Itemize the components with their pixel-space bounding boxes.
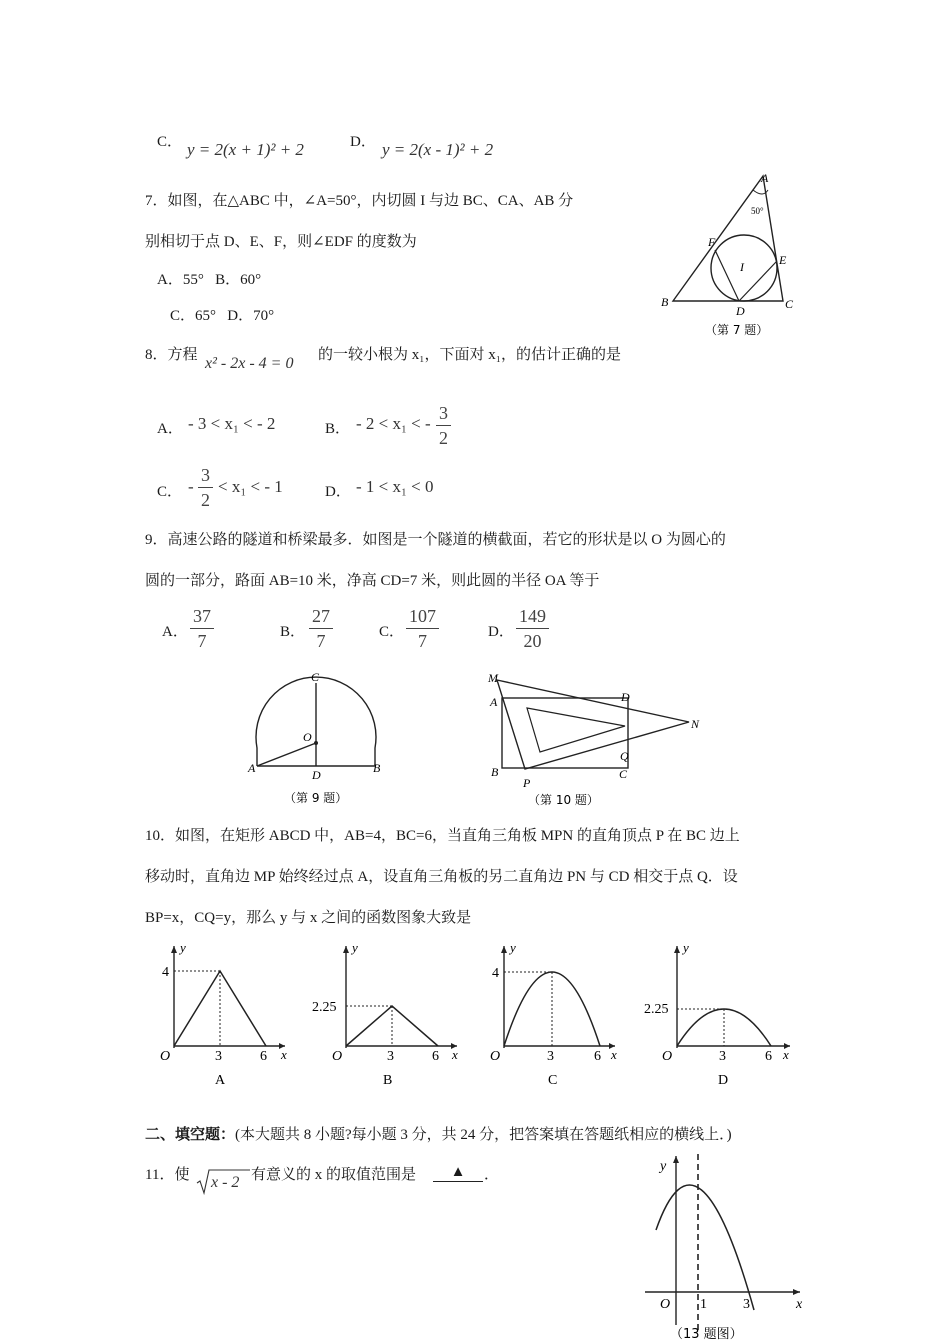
y-axis-label: y bbox=[683, 940, 689, 955]
fraction-numerator: 3 bbox=[436, 402, 451, 426]
set-square-inner bbox=[527, 708, 625, 752]
label-b: B bbox=[373, 761, 381, 775]
center-o bbox=[314, 741, 318, 745]
fraction-denominator: 2 bbox=[201, 490, 210, 510]
fraction-numerator: 27 bbox=[309, 605, 333, 629]
q6-option-d-label: D． bbox=[350, 134, 376, 150]
x-end-label: 6 bbox=[432, 1049, 439, 1064]
label-f: F bbox=[708, 235, 716, 249]
q8-option-b-fraction bbox=[436, 402, 451, 450]
q10-stem-line1: 10．如图，在矩形 ABCD 中，AB=4，BC=6，当直角三角板 MPN 的直角顶点 P 在 BC 边上 bbox=[145, 828, 740, 844]
fraction-numerator: 3 bbox=[198, 464, 213, 488]
q9-stem-line1: 9．高速公路的隧道和桥梁最多．如图是一个隧道的横截面，若它的形状是以 O 为圆心的 bbox=[145, 532, 726, 548]
q10-graph-b bbox=[310, 938, 470, 1090]
q6-option-c bbox=[157, 130, 182, 151]
q11-stem-prefix: 11．使 bbox=[145, 1167, 190, 1183]
peak-value-label: 2.25 bbox=[644, 1002, 669, 1017]
segment-ed bbox=[739, 262, 776, 301]
q7-stem-line1: 7．如图，在△ABC 中，∠A=50°，内切圆 I 与边 BC、CA、AB 分 bbox=[145, 193, 574, 209]
q10-stem-line3: BP=x，CQ=y，那么 y 与 x 之间的函数图象大致是 bbox=[145, 910, 472, 926]
parabola-curve bbox=[656, 1185, 754, 1310]
label-b: B bbox=[491, 765, 499, 779]
label-a: A bbox=[248, 761, 256, 775]
label-d: D bbox=[736, 304, 745, 318]
q9-option-c-label: C． bbox=[379, 624, 405, 640]
q10-graph-a bbox=[150, 938, 295, 1090]
q9-option-a-fraction bbox=[190, 605, 214, 653]
label-a: A bbox=[761, 171, 769, 185]
q13-figure-caption: （13 题图） bbox=[670, 1327, 743, 1342]
q8-option-b-label: B． bbox=[325, 421, 351, 437]
label-m: M bbox=[488, 671, 498, 685]
q9-figure-tunnel bbox=[240, 668, 400, 810]
q11-stem-suffix: 有意义的 x 的取值范围是 bbox=[251, 1167, 417, 1183]
x-mid-label: 3 bbox=[719, 1049, 726, 1064]
q8-option-d-label: D． bbox=[325, 484, 351, 500]
q11-end-punct: ． bbox=[484, 1167, 500, 1183]
q8-option-b-expression: - 2 < x₁ < - bbox=[356, 414, 431, 433]
x-mid-label: 3 bbox=[215, 1049, 222, 1064]
x-mid-label: 3 bbox=[387, 1049, 394, 1064]
y-axis-arrow bbox=[171, 946, 177, 953]
label-o: O bbox=[303, 730, 312, 744]
label-c: C bbox=[785, 297, 794, 311]
y-axis-label: y bbox=[510, 940, 516, 955]
q6-option-d bbox=[350, 130, 376, 151]
x-axis-label: x bbox=[611, 1047, 617, 1062]
fraction-numerator: 107 bbox=[406, 605, 439, 629]
set-square-mpn bbox=[497, 680, 689, 769]
label-e: E bbox=[779, 253, 787, 267]
x-end-label: 6 bbox=[260, 1049, 267, 1064]
q10-figure-rectangle-set-square bbox=[485, 668, 710, 813]
y-axis-label: y bbox=[660, 1159, 667, 1174]
q9-option-c-fraction bbox=[406, 605, 439, 653]
q10-figure-caption: （第 10 题） bbox=[528, 793, 599, 807]
x-axis-label: x bbox=[281, 1047, 287, 1062]
q10-stem-line2: 移动时，直角边 MP 始终经过点 A，设直角三角板的另二直角边 PN 与 CD 相交于点 Q．设 bbox=[145, 869, 738, 885]
y-axis-label: y bbox=[352, 940, 358, 955]
q8-option-c-label: C． bbox=[157, 484, 183, 500]
y-axis-arrow bbox=[501, 946, 507, 953]
q8-stem-suffix: 的一较小根为 x₁，下面对 x₁，的估计正确的是 bbox=[318, 347, 621, 363]
origin-label: O bbox=[662, 1049, 673, 1064]
x-end-label: 6 bbox=[765, 1049, 772, 1064]
fraction-denominator: 7 bbox=[197, 631, 207, 651]
y-axis-arrow bbox=[343, 946, 349, 953]
graph-letter: C bbox=[548, 1073, 558, 1088]
q11-blank-marker: ▲ bbox=[450, 1164, 466, 1180]
y-axis-arrow bbox=[673, 1156, 679, 1163]
q8-option-d-expression: - 1 < x₁ < 0 bbox=[356, 477, 434, 496]
label-b: B bbox=[661, 295, 669, 309]
peak-value-label: 4 bbox=[162, 965, 169, 980]
graph-letter: D bbox=[718, 1073, 729, 1088]
label-q: Q bbox=[620, 749, 629, 763]
q10-graph-d bbox=[640, 938, 800, 1090]
origin-label: O bbox=[660, 1297, 671, 1312]
q8-option-a-label: A． bbox=[157, 421, 183, 437]
q8-option-a-expression: - 3 < x₁ < - 2 bbox=[188, 414, 276, 433]
origin-label: O bbox=[160, 1049, 171, 1064]
graph-letter: B bbox=[383, 1073, 393, 1088]
label-p: P bbox=[523, 776, 531, 790]
q9-stem-line2: 圆的一部分，路面 AB=10 米，净高 CD=7 米，则此圆的半径 OA 等于 bbox=[145, 573, 600, 589]
q8-equation: x² - 2x - 4 = 0 bbox=[205, 355, 294, 372]
radius-oa bbox=[257, 743, 316, 766]
y-axis-label: y bbox=[180, 940, 186, 955]
x-mid-label: 3 bbox=[547, 1049, 554, 1064]
q6-option-c-label: C． bbox=[157, 134, 183, 150]
q9-option-d-fraction bbox=[516, 605, 549, 653]
q8-stem-prefix: 8．方程 bbox=[145, 347, 198, 363]
x-axis-label: x bbox=[796, 1297, 803, 1312]
q11-answer-blank bbox=[433, 1163, 483, 1182]
q9-option-d-label: D． bbox=[488, 624, 514, 640]
section-2-title: 二、填空题： bbox=[145, 1127, 236, 1143]
label-angle-50: 50° bbox=[751, 206, 764, 216]
q9-option-b-label: B． bbox=[280, 624, 306, 640]
fraction-denominator: 2 bbox=[439, 428, 448, 448]
x-tick-1-label: 1 bbox=[700, 1297, 707, 1312]
q11-radicand: x - 2 bbox=[211, 1174, 240, 1191]
q9-option-a-label: A． bbox=[162, 624, 188, 640]
label-c: C bbox=[311, 670, 320, 684]
q6-option-c-expression: y = 2(x + 1)² + 2 bbox=[187, 140, 304, 159]
label-n: N bbox=[691, 717, 700, 731]
fraction-denominator: 7 bbox=[418, 631, 427, 651]
q7-options-cd: C．65° D．70° bbox=[170, 308, 275, 324]
label-a: A bbox=[490, 695, 498, 709]
q7-stem-line2: 别相切于点 D、E、F，则∠EDF 的度数为 bbox=[145, 234, 417, 250]
peak-value-label: 2.25 bbox=[312, 1000, 337, 1015]
label-d: D bbox=[312, 768, 321, 782]
q7-options-ab: A．55° B．60° bbox=[157, 272, 262, 288]
label-i: I bbox=[740, 260, 744, 274]
label-c: C bbox=[619, 767, 628, 781]
q8-option-c-fraction bbox=[198, 464, 213, 512]
fraction-numerator: 37 bbox=[190, 605, 214, 629]
q7-figure-caption: （第 7 题） bbox=[705, 323, 769, 337]
section-2-description: (本大题共 8 小题?每小题 3 分，共 24 分，把答案填在答题纸相应的横线上．) bbox=[235, 1127, 732, 1143]
q7-figure-incircle-triangle bbox=[655, 168, 805, 343]
segment-fd bbox=[715, 250, 739, 301]
q6-option-d-expression: y = 2(x - 1)² + 2 bbox=[382, 140, 494, 159]
fraction-numerator: 149 bbox=[516, 605, 549, 629]
q8-option-c-expression: < x₁ < - 1 bbox=[218, 477, 283, 496]
section-2-heading bbox=[145, 1123, 732, 1144]
graph-letter: A bbox=[215, 1073, 226, 1088]
x-tick-3-label: 3 bbox=[743, 1297, 750, 1312]
q9-option-b-fraction bbox=[309, 605, 333, 653]
fraction-denominator: 20 bbox=[523, 631, 542, 651]
peak-value-label: 4 bbox=[492, 966, 499, 981]
x-axis-label: x bbox=[452, 1047, 458, 1062]
origin-label: O bbox=[332, 1049, 343, 1064]
q13-figure-parabola bbox=[640, 1150, 815, 1344]
x-axis-arrow bbox=[793, 1289, 800, 1295]
label-d: D bbox=[621, 690, 630, 704]
origin-label: O bbox=[490, 1049, 501, 1064]
q10-graph-c bbox=[480, 938, 625, 1090]
y-axis-arrow bbox=[674, 946, 680, 953]
q8-option-c-minus: - bbox=[188, 477, 194, 496]
fraction-denominator: 7 bbox=[316, 631, 326, 651]
x-axis-label: x bbox=[783, 1047, 789, 1062]
incircle-i bbox=[711, 235, 777, 301]
x-end-label: 6 bbox=[594, 1049, 601, 1064]
q9-figure-caption: （第 9 题） bbox=[284, 791, 348, 805]
